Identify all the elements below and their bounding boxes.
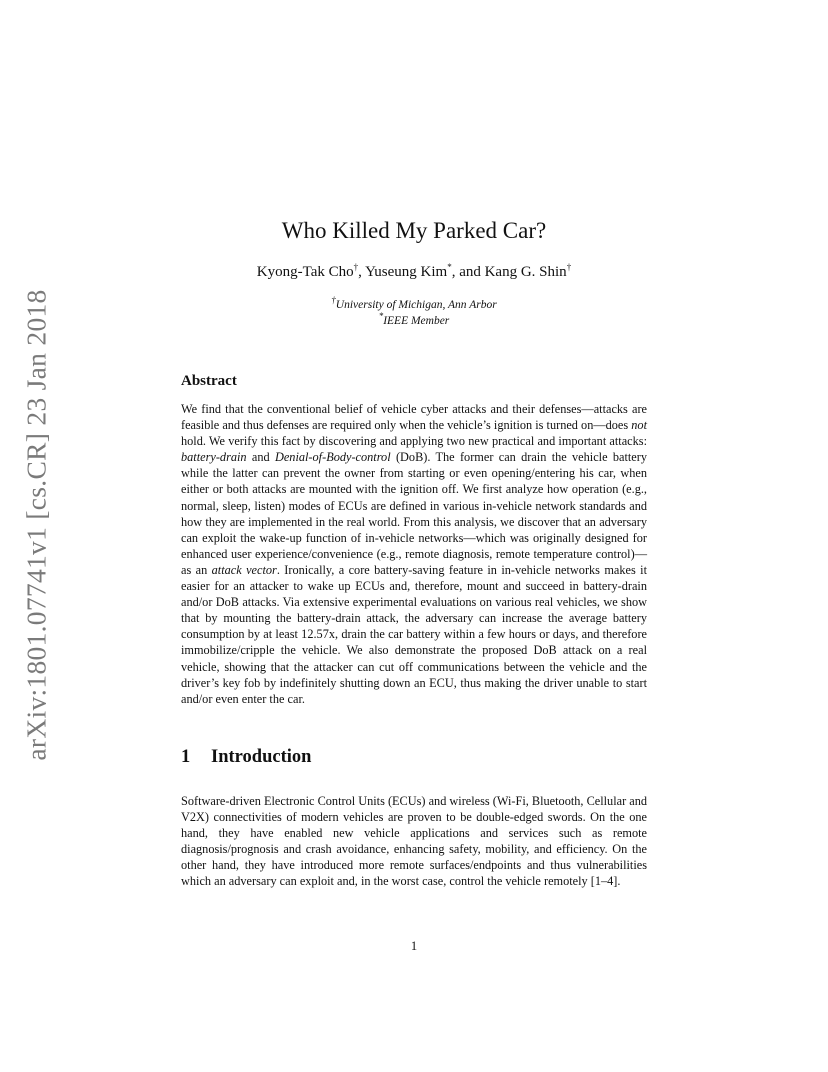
affiliation-ieee xyxy=(0,311,828,327)
affiliation-university xyxy=(0,295,828,311)
abstract-heading: Abstract xyxy=(181,373,237,389)
abstract-emphasis: attack vector xyxy=(211,562,277,577)
introduction-paragraph: Software-driven Electronic Control Units (ECUs) and wireless (Wi-Fi, Bluetooth, Cellular and V2X) connectivities of modern vehicles are proven to be double-edged swords. On the one hand, they have enabled new vehicle applications and services such as remote diagnosis/prognosis and crash avoidance, enhancing safety, mobility, and efficiency. On the other hand, they have introduced more remote surfaces/endpoints and thus vulnerabilities which an adversary can exploit and, in the worst case, control the vehicle remotely [1–4]. xyxy=(181,794,648,889)
abstract-text: (DoB). The former can drain the vehicle battery while the latter can prevent the owner from starting or even opening/entering his car, when either or both attacks are mounted with the ignition off. We first analyze how operation (e.g., normal, sleep, listen) modes of ECUs are defined in various in-vehicle network standards and how they are implemented in the real world. From this analysis, we discover that an adversary can exploit the wake-up function of in-vehicle networks—which was originally designed for enhanced user experience/convenience (e.g., remote diagnosis, remote temperature control)—as an xyxy=(181,450,647,577)
affiliation-text: University of Michigan, Ann Arbor xyxy=(335,298,497,311)
abstract-emphasis: battery-drain xyxy=(181,450,247,465)
section-heading-introduction xyxy=(181,747,311,768)
abstract-text: We find that the conventional belief of vehicle cyber attacks and their defenses—attacks are feasible and thus defenses are required only when the vehicle’s ignition is turned on—does xyxy=(181,402,647,433)
arxiv-margin-stamp xyxy=(14,290,60,760)
introduction-body xyxy=(181,793,647,890)
abstract-emphasis: not xyxy=(631,418,647,433)
page-number: 1 xyxy=(410,939,418,953)
author-cho: Kyong-Tak Cho xyxy=(256,264,354,280)
abstract-text: hold. We verify this fact by discovering and applying two new practical and important attacks: xyxy=(181,434,647,449)
abstract-body xyxy=(181,401,647,707)
arxiv-identifier: arXiv:1801.07741v1 [cs.CR] 23 Jan 2018 xyxy=(21,289,53,761)
abstract-paragraph xyxy=(181,401,647,707)
author-list xyxy=(0,262,828,281)
section-number: 1 xyxy=(181,747,191,767)
paper-title: Who Killed My Parked Car? xyxy=(281,218,547,243)
affiliation-mark: † xyxy=(353,262,359,272)
affiliation-mark: † xyxy=(331,295,336,305)
affiliation-mark: † xyxy=(566,262,572,272)
abstract-text: and xyxy=(246,450,275,465)
author-shin: , and Kang G. Shin xyxy=(451,264,567,280)
abstract-text: . Ironically, a core battery-saving feature in in-vehicle networks makes it easier for an attacker to wake up ECUs and, therefore, mount and succeed in battery-drain and/or DoB attacks. Via extensive experimental evaluations on various real vehicles, we show that by mounting the battery-drain attack, the adversary can increase the average battery consumption by at least 12.57x, drain the car battery within a few hours or days, and therefore immobilize/cripple the vehicle. We also demonstrate the proposed DoB attack on a real vehicle, showing that the attacker can cut off communications between the vehicle and the driver’s key fob by indefinitely shutting down an ECU, thus making the driver unable to start and/or even enter the car. xyxy=(181,562,647,706)
section-title: Introduction xyxy=(211,747,312,767)
affiliation-text: IEEE Member xyxy=(383,314,450,327)
author-kim: , Yuseung Kim xyxy=(358,264,448,280)
affiliation-mark: * xyxy=(378,311,384,321)
abstract-emphasis: Denial-of-Body-control xyxy=(274,450,391,465)
affiliation-mark: * xyxy=(447,262,452,272)
